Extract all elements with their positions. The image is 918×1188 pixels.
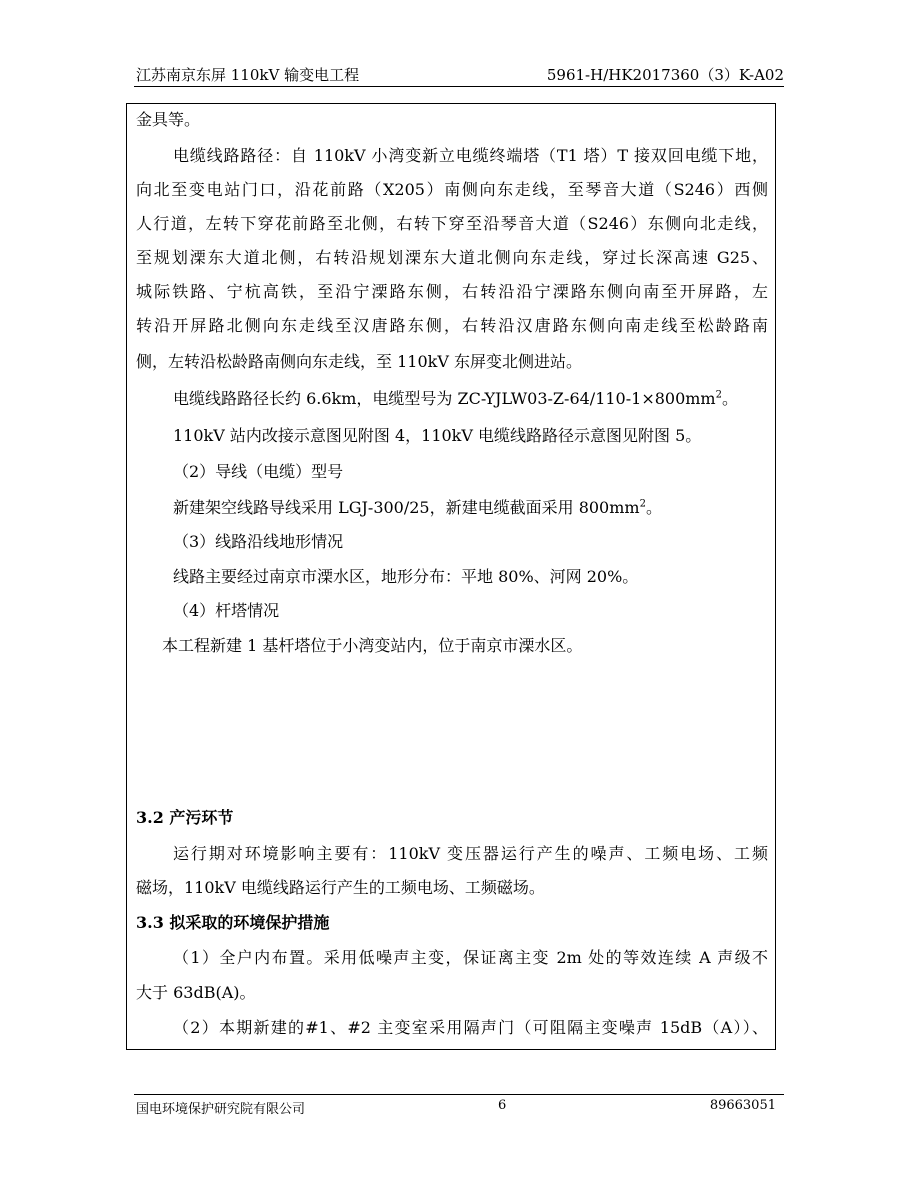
header-divider <box>134 86 784 87</box>
section-heading-3-2: 3.2 产污环节 <box>136 808 234 827</box>
section-heading-3-3: 3.3 拟采取的环境保护措施 <box>136 913 330 932</box>
pollution-paragraph-line-2: 磁场，110kV 电缆线路运行产生的工频电场、工频磁场。 <box>136 878 545 897</box>
subheading-terrain: （3）线路沿线地形情况 <box>173 532 344 551</box>
cable-length-line: 电缆线路路径长约 6.6km，电缆型号为 $ZC-YJLW03-Z-64/110-1\times 800mm^2$。 <box>173 389 738 408</box>
header-document-code: 5961-H/HK2017360（3）K-A02 <box>546 66 784 84</box>
text-line: 金具等。 <box>136 110 201 129</box>
subheading-conductor-type: （2）导线（电缆）型号 <box>173 462 344 481</box>
measure-2-line-1: （2）本期新建的#1、#2 主变室采用隔声门（可阻隔主变噪声 15dB（A））、 <box>173 1018 768 1037</box>
footer-page-number: 6 <box>498 1098 507 1113</box>
footer-divider <box>134 1094 784 1095</box>
paragraph-cable-route-line-2: 向北至变电站门口，沿花前路（X205）南侧向东走线，至琴音大道（S246）西侧 <box>136 180 768 199</box>
paragraph-cable-route-line-7: 侧，左转沿松龄路南侧向东走线，至 110kV 东屏变北侧进站。 <box>136 352 582 371</box>
footer-phone: 89663051 <box>709 1098 776 1113</box>
pollution-paragraph-line-1: 运行期对环境影响主要有：110kV 变压器运行产生的噪声、工频电场、工频 <box>173 844 768 863</box>
terrain-line: 线路主要经过南京市溧水区，地形分布：平地 80%、河网 20%。 <box>173 567 639 586</box>
paragraph-cable-route-line-1: 电缆线路路径：自 110kV 小湾变新立电缆终端塔（T1 塔）T 接双回电缆下地， <box>173 146 768 165</box>
paragraph-cable-route-line-6: 转沿开屏路北侧向东走线至汉唐路东侧，右转沿汉唐路东侧向南走线至松龄路南 <box>136 316 768 335</box>
header-project-title: 江苏南京东屏 110kV 输变电工程 <box>136 66 360 84</box>
paragraph-cable-route-line-3: 人行道，左转下穿花前路至北侧，右转下穿至沿琴音大道（S246）东侧向北走线， <box>136 214 768 233</box>
paragraph-cable-route-line-4: 至规划溧东大道北侧，右转沿规划溧东大道北侧向东走线，穿过长深高速 G25、 <box>136 248 768 267</box>
footer-organization: 国电环境保护研究院有限公司 <box>136 1102 306 1117</box>
paragraph-cable-route-line-5: 城际铁路、宁杭高铁，至沿宁溧路东侧，右转沿沿宁溧路东侧向南至开屏路，左 <box>136 282 768 301</box>
towers-line: 本工程新建 1 基杆塔位于小湾变站内，位于南京市溧水区。 <box>162 636 583 655</box>
measure-1-line-1: （1）全户内布置。采用低噪声主变，保证离主变 2m 处的等效连续 A 声级不 <box>173 948 768 967</box>
subheading-towers: （4）杆塔情况 <box>173 601 280 620</box>
measure-1-line-2: 大于 63dB(A)。 <box>136 983 256 1002</box>
appendix-reference-line: 110kV 站内改接示意图见附图 4，110kV 电缆线路路径示意图见附图 5。 <box>173 426 702 445</box>
conductor-type-line: 新建架空线路导线采用 LGJ-300/25，新建电缆截面采用 $800mm^2$。 <box>173 498 662 517</box>
